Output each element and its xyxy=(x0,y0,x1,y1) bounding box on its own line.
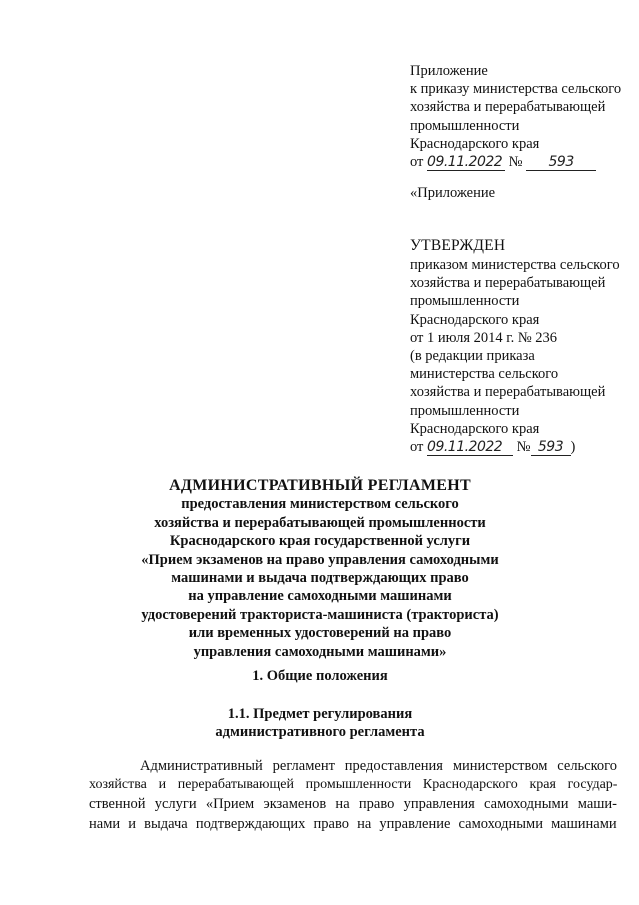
approved-line: Краснодарского края xyxy=(410,311,540,328)
subsection-line: административного регламента xyxy=(215,724,425,741)
body-line: ственной услуги «Прием экзаменов на право управления самоходными маши- xyxy=(89,796,618,813)
regulation-title xyxy=(60,477,580,661)
approved-line: хозяйства и перерабатывающей xyxy=(410,384,606,401)
subsection-heading xyxy=(60,705,580,742)
title-line: машинами и выдача подтверждающих право xyxy=(171,570,469,587)
appendix-line: Краснодарского края xyxy=(410,135,540,152)
approved-block xyxy=(410,236,632,456)
title-line: предоставления министерством сельского xyxy=(181,496,459,513)
body-line: нами и выдача подтверждающих право на управление самоходными машинами xyxy=(89,815,617,832)
handwritten-date: 09.11.2022 xyxy=(427,440,513,456)
appendix-block xyxy=(410,62,632,171)
approved-heading: УТВЕРЖДЕН xyxy=(410,237,506,254)
appendix-line: Приложение xyxy=(410,63,488,79)
approved-line: (в редакции приказа xyxy=(410,348,535,365)
title-line: «Прием экзаменов на право управления самоходными xyxy=(141,551,499,568)
main-title: АДМИНИСТРАТИВНЫЙ РЕГЛАМЕНТ xyxy=(169,477,471,494)
title-line: удостоверений тракториста-машиниста (тракториста) xyxy=(141,606,499,623)
title-line: управления самоходными машинами» xyxy=(193,643,447,660)
approved-line: приказом министерства сельского xyxy=(410,257,620,273)
number-prefix: № xyxy=(508,154,523,171)
subsection-line: 1.1. Предмет регулирования xyxy=(227,706,413,722)
appendix-line: хозяйства и перерабатывающей xyxy=(410,99,606,116)
appendix-date-line xyxy=(410,153,632,171)
appendix-line: к приказу министерства сельского xyxy=(410,81,622,98)
date-prefix: от xyxy=(410,154,424,171)
title-line: на управление самоходными машинами xyxy=(188,588,452,605)
handwritten-number: 593 xyxy=(526,155,596,171)
approved-line: министерства сельского xyxy=(410,366,559,383)
number-prefix: № xyxy=(516,439,531,456)
body-line: Административный регламент предоставления министерством сельского xyxy=(140,758,617,774)
approved-line: хозяйства и перерабатывающей xyxy=(410,275,606,292)
date-prefix: от xyxy=(410,439,424,456)
handwritten-date: 09.11.2022 xyxy=(427,155,505,171)
approved-line: промышленности xyxy=(410,402,520,419)
title-line: Краснодарского края государственной услуги xyxy=(169,533,471,550)
section-heading: 1. Общие положения xyxy=(252,668,388,684)
approved-line: от 1 июля 2014 г. № 236 xyxy=(410,329,558,346)
approved-line: Краснодарского края xyxy=(410,420,540,437)
approved-line: промышленности xyxy=(410,293,520,310)
appendix-open: «Приложение xyxy=(410,185,496,201)
approved-date-line xyxy=(410,438,632,456)
appendix-line: промышленности xyxy=(410,117,520,134)
handwritten-number: 593 xyxy=(531,440,571,456)
close-paren: ) xyxy=(570,439,576,456)
title-line: или временных удостоверений на право xyxy=(188,625,452,642)
title-line: хозяйства и перерабатывающей промышленности xyxy=(154,514,486,531)
body-line: хозяйства и перерабатывающей промышленности Краснодарского края государ- xyxy=(89,777,618,793)
